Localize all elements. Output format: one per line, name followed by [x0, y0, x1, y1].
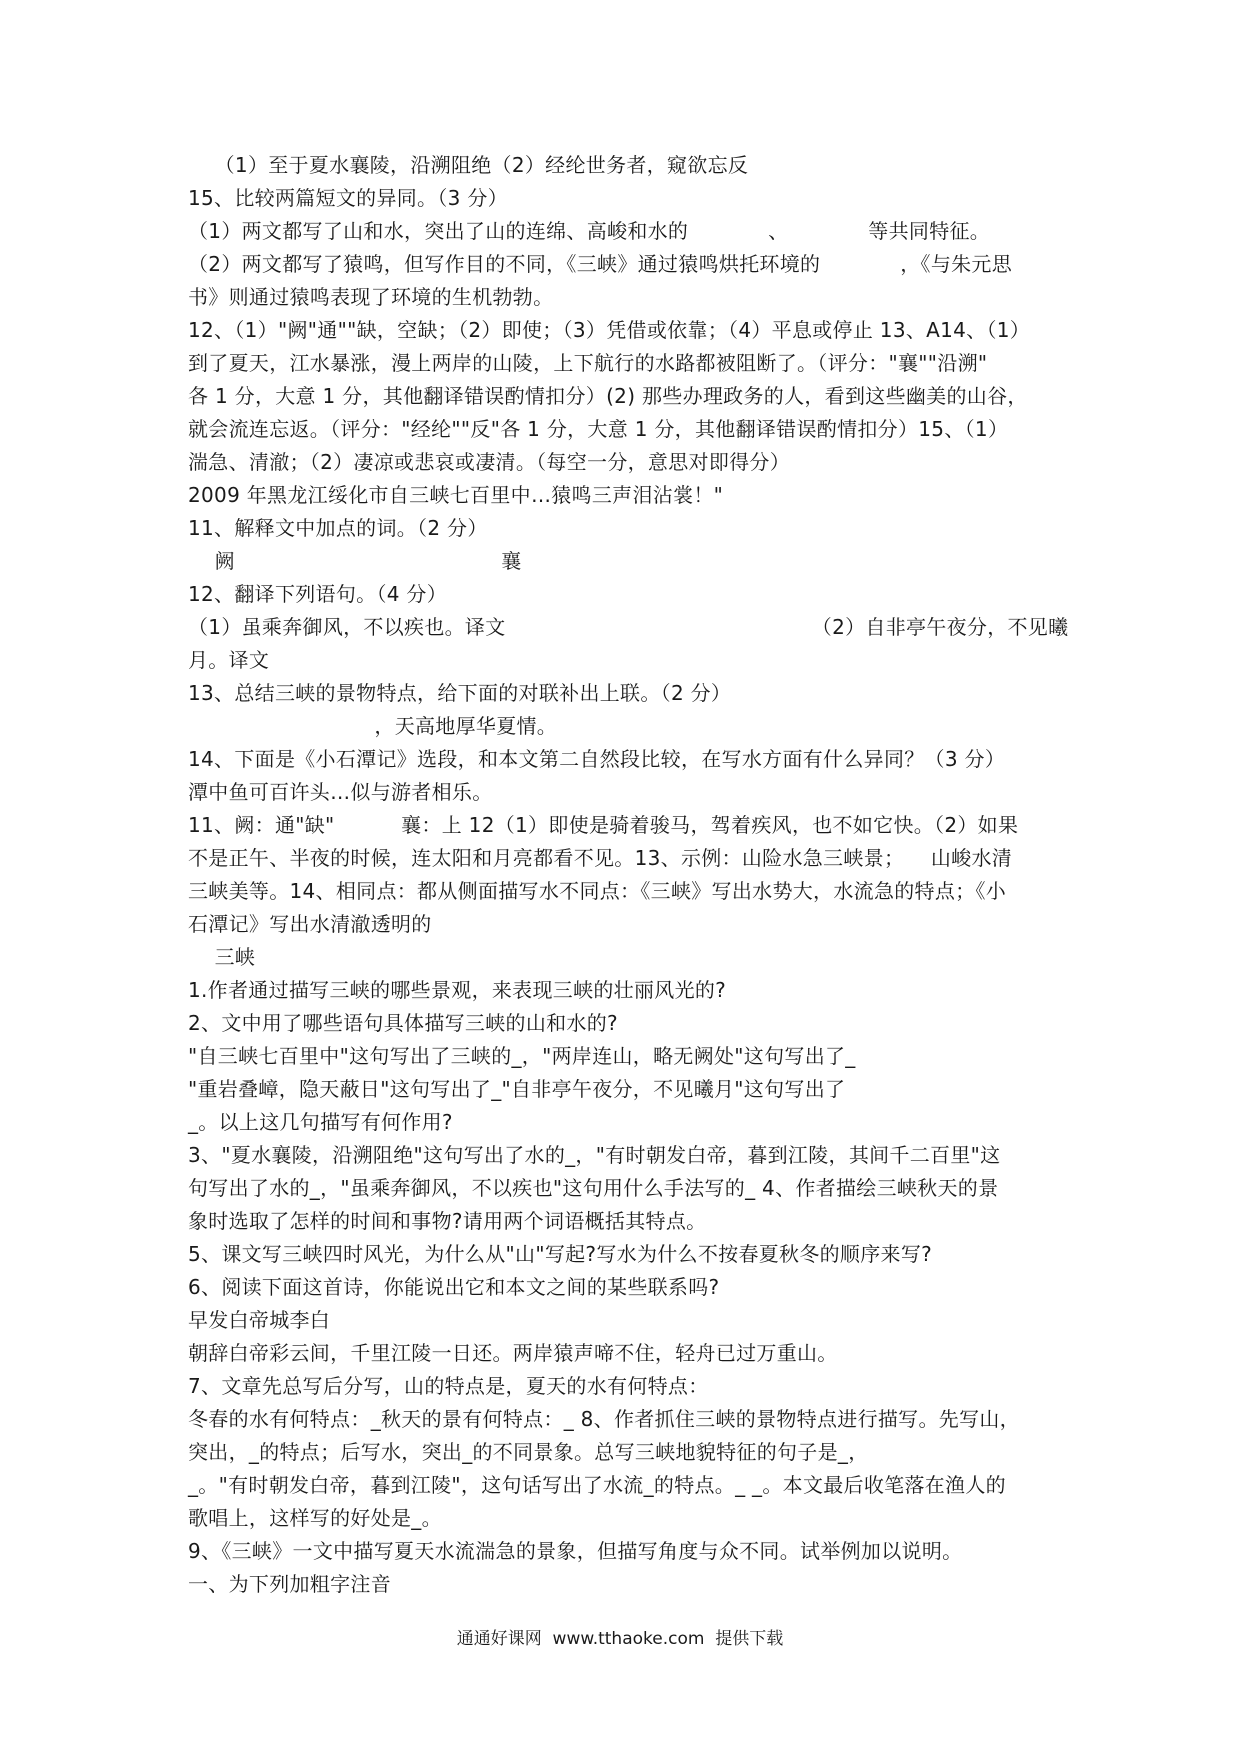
text-line: 突出，_的特点；后写水，突出_的不同景象。总写三峡地貌特征的句子是_，	[188, 1440, 869, 1464]
text-line: 句写出了水的_，"虽乘奔御风，不以疾也"这句用什么手法写的_ 4、作者描绘三峡秋天的景	[188, 1176, 999, 1200]
text-line: 9、《三峡》一文中描写夏天水流湍急的景象，但描写角度与众不同。试举例加以说明。	[188, 1539, 963, 1563]
text-line: 到了夏天，江水暴涨，漫上两岸的山陵，上下航行的水路都被阻断了。（评分："襄""沿溯"	[188, 351, 988, 375]
text-line: 石潭记》写出水清澈透明的	[188, 912, 432, 936]
text-line: 2、文中用了哪些语句具体描写三峡的山和水的?	[188, 1011, 618, 1035]
text-line: _。以上这几句描写有何作用?	[188, 1110, 453, 1134]
text-line: 象时选取了怎样的时间和事物?请用两个词语概括其特点。	[188, 1209, 707, 1233]
text-line: 14、下面是《小石潭记》选段，和本文第二自然段比较，在写水方面有什么异同？（3 分）	[188, 747, 1006, 771]
text-line: 三峡	[188, 945, 256, 969]
text-line: 各 1 分，大意 1 分，其他翻译错误酌情扣分）(2) 那些办理政务的人，看到这些幽美的山谷，	[188, 384, 1028, 408]
text-line: 3、"夏水襄陵，沿溯阻绝"这句写出了水的_，"有时朝发白帝，暮到江陵，其间千二百里"这	[188, 1143, 1001, 1167]
text-line: 7、文章先总写后分写，山的特点是，夏天的水有何特点：	[188, 1374, 709, 1398]
text-line: 11、解释文中加点的词。（2 分）	[188, 516, 488, 540]
text-line: "重岩叠嶂，隐天蔽日"这句写出了_"自非亭午夜分，不见曦月"这句写出了	[188, 1077, 846, 1101]
text-line: （1）虽乘奔御风，不以疾也。译文 （2）自非亭午夜分，不见曦	[188, 615, 1069, 639]
text-line: 2009 年黑龙江绥化市自三峡七百里中…猿鸣三声泪沾裳！"	[188, 483, 724, 507]
page-footer: 通通好课网 www.tthaoke.com 提供下载	[456, 1629, 784, 1649]
text-line: 冬春的水有何特点：_秋天的景有何特点：_ 8、作者抓住三峡的景物特点进行描写。先写山，	[188, 1407, 1020, 1431]
text-line: 歌唱上，这样写的好处是_。	[188, 1506, 442, 1530]
text-line: （1）两文都写了山和水，突出了山的连绵、高峻和水的 、 等共同特征。	[188, 219, 991, 243]
text-line: 潭中鱼可百许头…似与游者相乐。	[188, 780, 493, 804]
text-line: ，天高地厚华夏情。	[188, 714, 558, 738]
text-line: （2）两文都写了猿鸣，但写作目的不同，《三峡》通过猿鸣烘托环境的 ，《与朱元思	[188, 252, 1013, 276]
text-line: 月。译文	[188, 648, 270, 672]
text-line: 湍急、清澈；（2）凄凉或悲哀或凄清。（每空一分，意思对即得分）	[188, 450, 791, 474]
text-line: 书》则通过猿鸣表现了环境的生机勃勃。	[188, 285, 554, 309]
text-line: 就会流连忘返。（评分："经纶""反"各 1 分，大意 1 分，其他翻译错误酌情扣分）15、（1）	[188, 417, 1009, 441]
text-line: 1.作者通过描写三峡的哪些景观，来表现三峡的壮丽风光的?	[188, 978, 727, 1002]
text-line: 11、阙：通"缺" 襄：上 12（1）即使是骑着骏马，驾着疾风，也不如它快。（2）如果	[188, 813, 1019, 837]
text-line: 朝辞白帝彩云间，千里江陵一日还。两岸猿声啼不住，轻舟已过万重山。	[188, 1341, 838, 1365]
text-line: 阙 襄	[188, 549, 522, 573]
text-line: 早发白帝城李白	[188, 1308, 331, 1332]
text-line: （1）至于夏水襄陵，沿溯阻绝（2）经纶世务者，窥欲忘反	[188, 153, 749, 177]
text-line: 6、阅读下面这首诗，你能说出它和本文之间的某些联系吗?	[188, 1275, 720, 1299]
text-line: 15、比较两篇短文的异同。（3 分）	[188, 186, 508, 210]
text-line: 12、（1）"阙"通""缺，空缺；（2）即使；（3）凭借或依靠；（4）平息或停止 13、A14、（1）	[188, 318, 1031, 342]
text-line: 12、翻译下列语句。（4 分）	[188, 582, 448, 606]
text-line: "自三峡七百里中"这句写出了三峡的_，"两岸连山，略无阙处"这句写出了_	[188, 1044, 856, 1068]
text-line: 不是正午、半夜的时候，连太阳和月亮都看不见。13、示例：山险水急三峡景； 山峻水清	[188, 846, 1013, 870]
text-line: 5、课文写三峡四时风光，为什么从"山"写起?写水为什么不按春夏秋冬的顺序来写?	[188, 1242, 933, 1266]
text-line: 13、总结三峡的景物特点，给下面的对联补出上联。（2 分）	[188, 681, 732, 705]
text-line: _。"有时朝发白帝，暮到江陵"，这句话写出了水流_的特点。_ _。本文最后收笔落在渔人的	[188, 1473, 1006, 1497]
text-line: 三峡美等。14、相同点：都从侧面描写水不同点：《三峡》写出水势大，水流急的特点；《小	[188, 879, 1007, 903]
text-line: 一、为下列加粗字注音	[188, 1572, 391, 1596]
